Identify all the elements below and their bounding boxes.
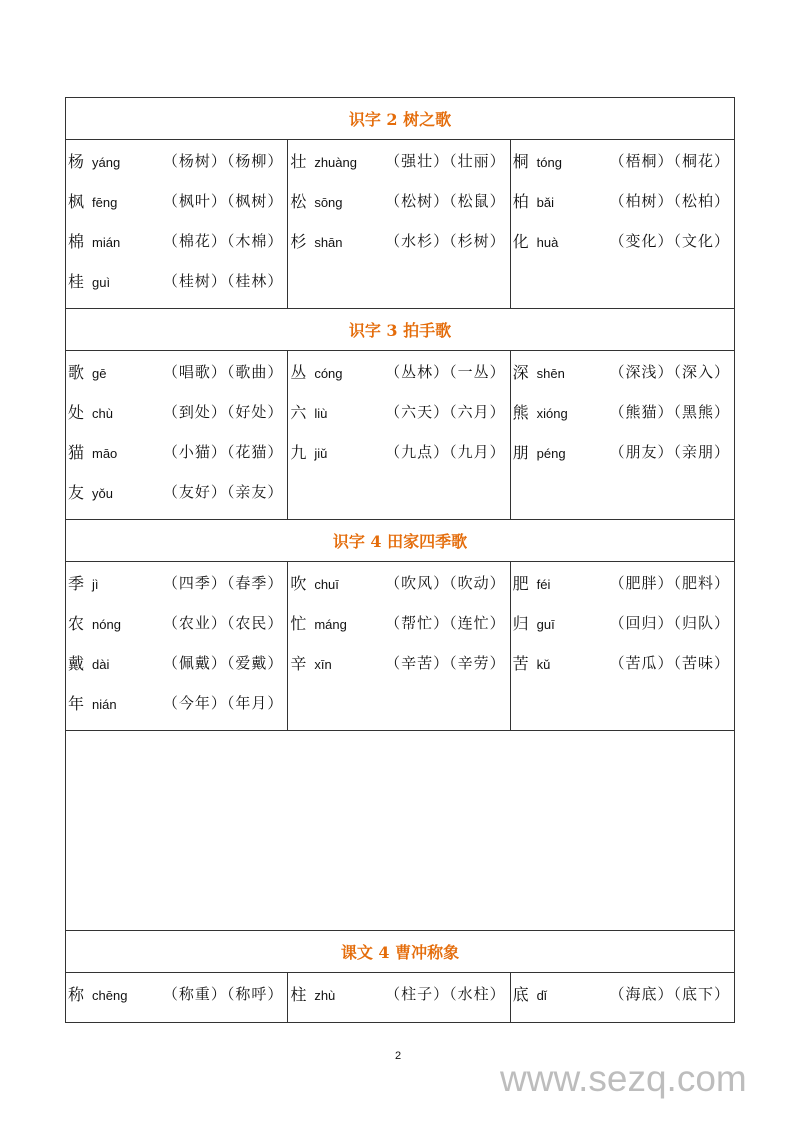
example-words: （今年）（年月）: [162, 693, 284, 712]
pinyin: chuī: [314, 577, 339, 592]
character: 友: [68, 482, 85, 502]
character: 桂: [68, 271, 85, 291]
vocab-item: [66, 602, 287, 642]
vocab-item: [288, 562, 509, 602]
vocab-item: [511, 602, 734, 642]
vocab-column: [66, 973, 288, 1022]
vocab-item: [66, 391, 287, 431]
example-words: （帮忙）（连忙）: [385, 613, 506, 632]
vocab-item: [66, 642, 287, 682]
vocab-item: [288, 140, 509, 180]
example-words: （到处）（好处）: [162, 402, 284, 421]
pinyin: zhù: [314, 988, 336, 1003]
example-words: （小猫）（花猫）: [162, 442, 284, 461]
example-words: （九点）（九月）: [385, 442, 506, 461]
character: 壮: [290, 151, 307, 171]
character: 丛: [290, 362, 307, 382]
character: 松: [290, 191, 307, 211]
example-words: （变化）（文化）: [609, 231, 730, 250]
example-words: （棉花）（木棉）: [162, 231, 284, 250]
vocab-item: [511, 351, 734, 391]
character: 桐: [512, 151, 529, 171]
vocab-column: [288, 351, 510, 519]
vocab-item: [511, 431, 734, 471]
pinyin: kǔ: [536, 657, 551, 672]
pinyin: shān: [314, 235, 343, 250]
pinyin: fēng: [92, 195, 118, 210]
vocab-item: [66, 682, 287, 722]
example-words: （辛苦）（辛劳）: [385, 653, 506, 672]
pinyin: tóng: [536, 155, 562, 170]
vocab-table: [65, 97, 735, 1023]
example-words: （唱歌）（歌曲）: [162, 362, 284, 381]
example-words: （丛林）（一丛）: [385, 362, 506, 381]
pinyin: chù: [92, 406, 113, 421]
vocab-column: [511, 562, 734, 730]
character: 称: [68, 984, 85, 1004]
pinyin: nián: [92, 697, 117, 712]
example-words: （熊猫）（黑熊）: [609, 402, 730, 421]
pinyin: gē: [92, 366, 107, 381]
section-content: [66, 562, 734, 731]
empty-row: [66, 731, 734, 931]
vocab-item: [288, 391, 509, 431]
character: 柱: [290, 984, 307, 1004]
character: 熊: [512, 402, 529, 422]
pinyin: bǎi: [536, 195, 555, 210]
vocab-column: [511, 973, 734, 1022]
character: 朋: [512, 442, 529, 462]
example-words: （朋友）（亲朋）: [609, 442, 730, 461]
example-words: （海底）（底下）: [609, 984, 730, 1003]
watermark: www.sezq.com: [500, 1058, 747, 1099]
character: 忙: [290, 613, 307, 633]
vocab-item: [511, 973, 734, 1013]
vocab-item: [511, 391, 734, 431]
vocab-item: [288, 973, 509, 1013]
pinyin: xīn: [314, 657, 332, 672]
character: 化: [512, 231, 529, 251]
character: 吹: [290, 573, 307, 593]
pinyin: guì: [92, 275, 111, 290]
example-words: （水杉）（杉树）: [385, 231, 506, 250]
section-content: [66, 973, 734, 1022]
vocab-item: [66, 431, 287, 471]
vocab-column: [66, 351, 288, 519]
character: 柏: [512, 191, 529, 211]
section-content: [66, 351, 734, 520]
example-words: （松树）（松鼠）: [385, 191, 506, 210]
example-words: （深浅）（深入）: [609, 362, 730, 381]
example-words: （称重）（称呼）: [162, 984, 284, 1003]
pinyin: chēng: [92, 988, 128, 1003]
character: 枫: [68, 191, 85, 211]
section-title: 识字 2 树之歌: [66, 98, 734, 140]
vocab-item: [66, 973, 287, 1013]
example-words: （佩戴）（爱戴）: [162, 653, 284, 672]
vocab-item: [288, 642, 509, 682]
example-words: （苦瓜）（苦味）: [609, 653, 730, 672]
vocab-item: [66, 351, 287, 391]
character: 肥: [512, 573, 529, 593]
vocab-item: [66, 562, 287, 602]
character: 戴: [68, 653, 85, 673]
character: 歌: [68, 362, 85, 382]
pinyin: liù: [314, 406, 328, 421]
vocab-item: [66, 260, 287, 300]
vocab-item: [511, 562, 734, 602]
pinyin: shēn: [536, 366, 565, 381]
example-words: （四季）（春季）: [162, 573, 284, 592]
example-words: （友好）（亲友）: [162, 482, 284, 501]
pinyin: cóng: [314, 366, 343, 381]
vocab-item: [288, 351, 509, 391]
pinyin: yáng: [92, 155, 121, 170]
pinyin: zhuàng: [314, 155, 357, 170]
vocab-item: [288, 180, 509, 220]
section-content: [66, 140, 734, 309]
pinyin: yǒu: [92, 486, 113, 501]
example-words: （柏树）（松柏）: [609, 191, 730, 210]
character: 辛: [290, 653, 307, 673]
vocab-item: [288, 602, 509, 642]
pinyin: jì: [92, 577, 99, 592]
example-words: （肥胖）（肥料）: [609, 573, 730, 592]
character: 季: [68, 573, 85, 593]
example-words: （杨树）（杨柳）: [162, 151, 284, 170]
pinyin: nóng: [92, 617, 121, 632]
vocab-item: [66, 220, 287, 260]
character: 深: [512, 362, 529, 382]
character: 处: [68, 402, 85, 422]
pinyin: dǐ: [536, 988, 547, 1003]
example-words: （六天）（六月）: [385, 402, 506, 421]
section-title: 识字 4 田家四季歌: [66, 520, 734, 562]
section-title: 课文 4 曹冲称象: [66, 931, 734, 973]
vocab-item: [288, 220, 509, 260]
section-title: 识字 3 拍手歌: [66, 309, 734, 351]
pinyin: mián: [92, 235, 121, 250]
character: 杨: [68, 151, 85, 171]
example-words: （梧桐）（桐花）: [609, 151, 730, 170]
pinyin: xióng: [536, 406, 568, 421]
example-words: （农业）（农民）: [162, 613, 284, 632]
vocab-item: [511, 140, 734, 180]
pinyin: jiǔ: [314, 446, 328, 461]
pinyin: guī: [536, 617, 555, 632]
vocab-column: [511, 140, 734, 308]
vocab-column: [288, 562, 510, 730]
pinyin: péng: [536, 446, 566, 461]
vocab-item: [66, 471, 287, 511]
vocab-column: [511, 351, 734, 519]
vocab-column: [288, 140, 510, 308]
example-words: （桂树）（桂林）: [162, 271, 284, 290]
pinyin: sōng: [314, 195, 343, 210]
vocab-column: [66, 140, 288, 308]
pinyin: māo: [92, 446, 118, 461]
example-words: （柱子）（水柱）: [385, 984, 506, 1003]
character: 底: [512, 984, 529, 1004]
vocab-item: [511, 220, 734, 260]
page-number: 2: [395, 1050, 402, 1062]
character: 苦: [512, 653, 529, 673]
pinyin: féi: [536, 577, 551, 592]
character: 猫: [68, 442, 85, 462]
vocab-item: [288, 431, 509, 471]
character: 棉: [68, 231, 85, 251]
vocab-item: [511, 642, 734, 682]
character: 六: [290, 402, 307, 422]
character: 杉: [290, 231, 307, 251]
vocab-column: [66, 562, 288, 730]
vocab-item: [66, 180, 287, 220]
character: 归: [512, 613, 529, 633]
example-words: （吹风）（吹动）: [385, 573, 506, 592]
pinyin: dài: [92, 657, 110, 672]
pinyin: huà: [536, 235, 559, 250]
example-words: （枫叶）（枫树）: [162, 191, 284, 210]
character: 农: [68, 613, 85, 633]
vocab-item: [511, 180, 734, 220]
example-words: （回归）（归队）: [609, 613, 730, 632]
vocab-item: [66, 140, 287, 180]
character: 年: [68, 693, 85, 713]
example-words: （强壮）（壮丽）: [385, 151, 506, 170]
character: 九: [290, 442, 307, 462]
pinyin: máng: [314, 617, 347, 632]
vocab-column: [288, 973, 510, 1022]
